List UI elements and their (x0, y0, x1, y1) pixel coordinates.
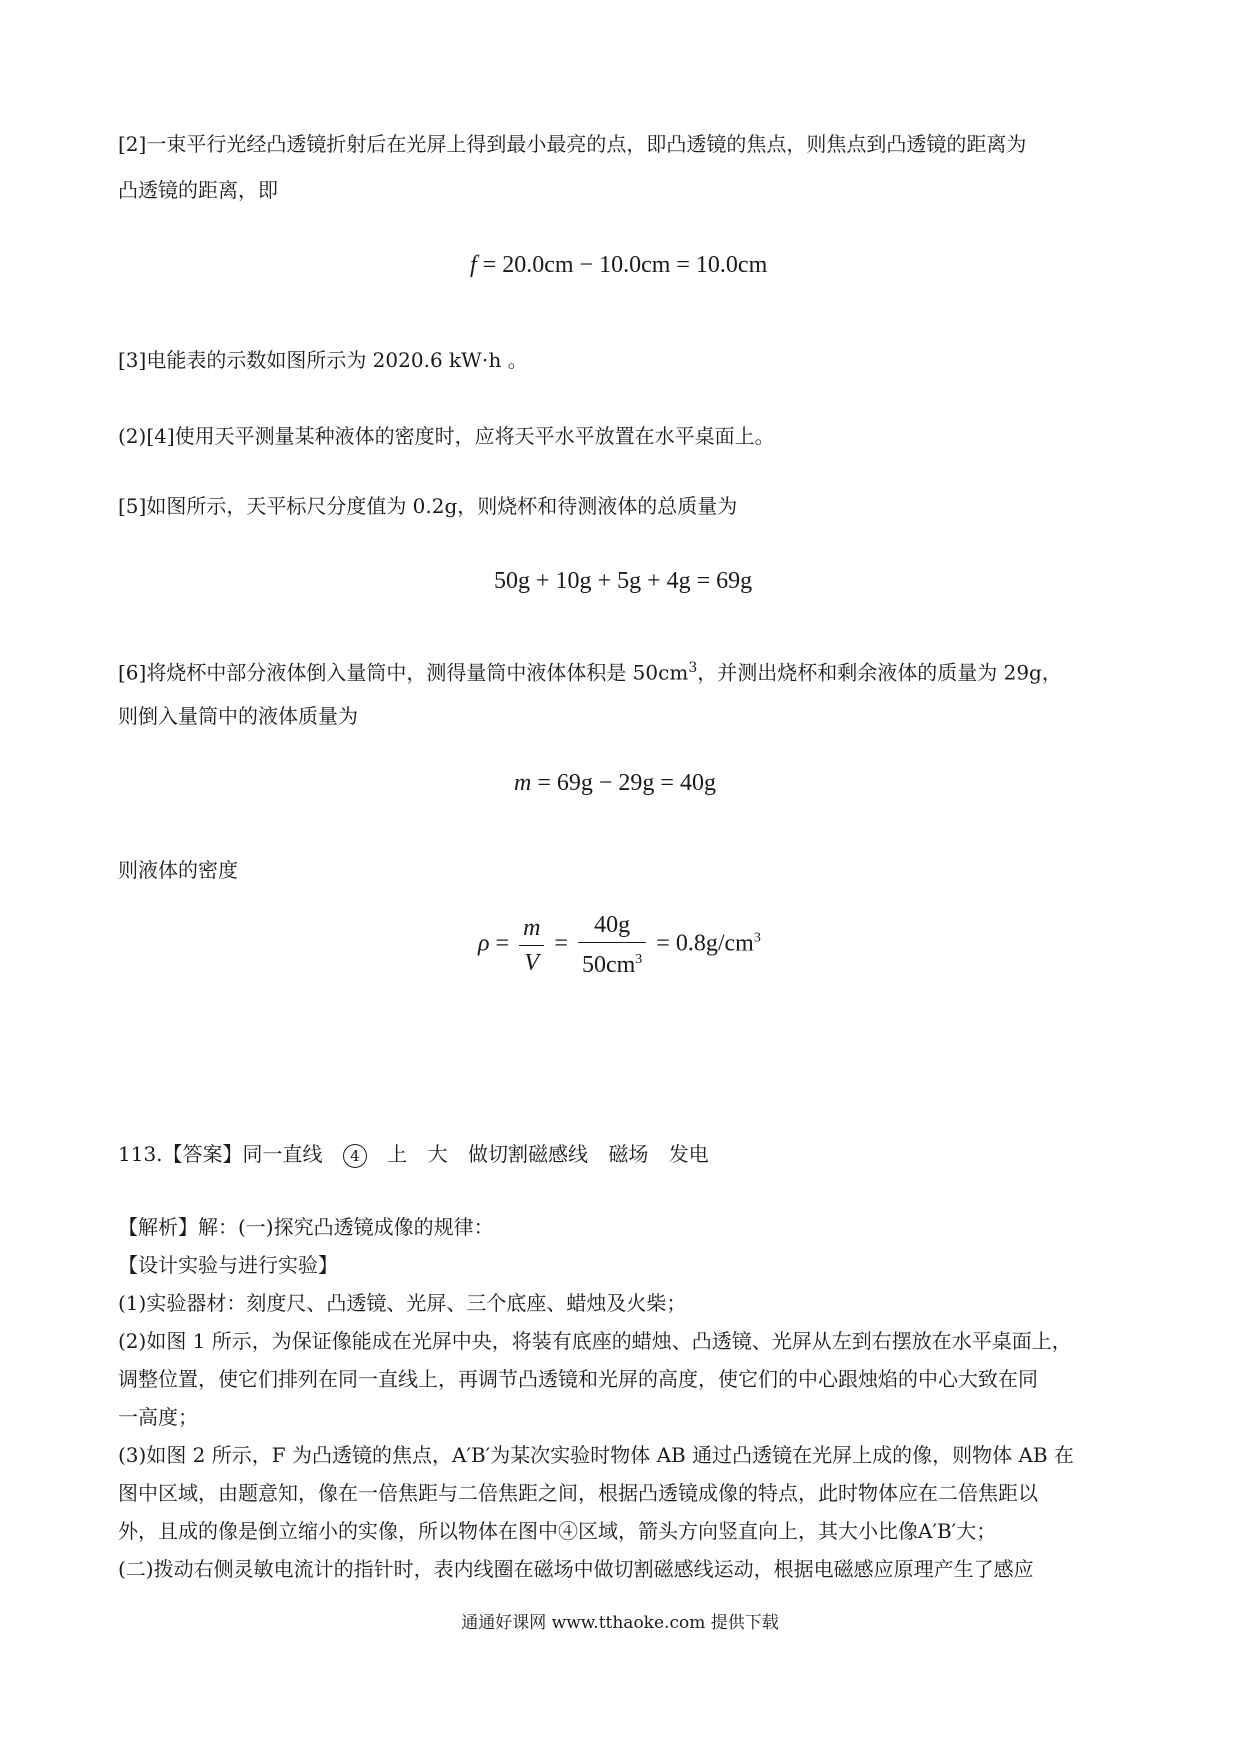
fraction-values (578, 908, 646, 982)
frac1-denominator: V (524, 949, 540, 976)
frac2-den-text: 50cm (581, 952, 636, 978)
answer-item-5: 发电 (668, 1142, 709, 1166)
paragraph-volume-line2: 则倒入量筒中的液体质量为 (118, 704, 358, 728)
solution-line-5: 调整位置，使它们排列在同一直线上，再调节凸透镜和光屏的高度，使它们的中心跟烛焰的中心大致在同 (118, 1367, 1038, 1391)
eq1-lhs: f (470, 252, 477, 278)
paragraph-meter: [3]电能表的示数如图所示为 2020.6 kW⋅h 。 (118, 348, 528, 372)
paragraph-density: 则液体的密度 (118, 858, 238, 882)
solution-line-4: (2)如图 1 所示，为保证像能成在光屏中央，将装有底座的蜡烛、凸透镜、光屏从左到右摆放在水平桌面上， (118, 1329, 1072, 1353)
solution-line-1: 【解析】解：(一)探究凸透镜成像的规律： (118, 1215, 494, 1239)
eq3-lhs: m (514, 770, 532, 796)
equation-focal-length (470, 252, 767, 279)
answer-item-2: 大 (427, 1142, 448, 1166)
solution-line-3: (1)实验器材：刻度尺、凸透镜、光屏、三个底座、蜡烛及火柴； (118, 1291, 687, 1315)
fraction-m-over-v (519, 911, 544, 980)
para6-text-a: [6]将烧杯中部分液体倒入量筒中，测得量筒中液体体积是 50cm (118, 660, 689, 685)
solution-line-9: 外，且成的像是倒立缩小的实像，所以物体在图中④区域，箭头方向竖直向上，其大小比像A′B′大； (118, 1519, 997, 1543)
solution-line-10: (二)拨动右侧灵敏电流计的指针时，表内线圈在磁场中做切割磁感线运动，根据电磁感应原理产生了感应 (118, 1557, 1034, 1581)
equation-liquid-mass (514, 770, 716, 797)
eq4-rho: ρ (478, 930, 490, 957)
solution-line-8: 图中区域，由题意知，像在一倍焦距与二倍焦距之间，根据凸透镜成像的特点，此时物体应在二倍焦距以 (118, 1481, 1038, 1505)
para6-sup: 3 (688, 660, 698, 676)
solution-line-2: 【设计实验与进行实验】 (118, 1253, 338, 1277)
answer-item-3: 做切割磁感线 (467, 1142, 588, 1166)
paragraph-focal-line1: [2]一束平行光经凸透镜折射后在光屏上得到最小最亮的点，即凸透镜的焦点，则焦点到凸透镜的距离为 (118, 132, 1027, 156)
answer-item-1: 上 (387, 1142, 408, 1166)
eq4-result: = 0.8g/cm (650, 930, 754, 957)
eq4-result-sup: 3 (753, 930, 761, 946)
frac2-denominator (578, 943, 646, 982)
frac2-den-sup: 3 (635, 952, 643, 967)
paragraph-scale: [5]如图所示，天平标尺分度值为 0.2g，则烧杯和待测液体的总质量为 (118, 494, 738, 518)
paragraph-volume-line1 (118, 648, 1062, 693)
eq4-eq: = (489, 930, 516, 957)
equation-density (478, 908, 761, 982)
paragraph-focal-line2: 凸透镜的距离，即 (118, 178, 278, 202)
footer-source: 通通好课网 www.tthaoke.com 提供下载 (461, 1613, 779, 1633)
circled-four: 4 (343, 1144, 367, 1168)
frac2-numerator: 40g (578, 908, 646, 943)
solution-block (118, 1208, 1128, 1588)
eq4-eq2: = (548, 930, 574, 957)
answer-prefix: 113.【答案】同一直线 (118, 1142, 323, 1166)
frac1-numerator: m (519, 911, 544, 946)
paragraph-balance: (2)[4]使用天平测量某种液体的密度时，应将天平水平放置在水平桌面上。 (118, 424, 775, 448)
equation-total-mass: 50g + 10g + 5g + 4g = 69g (494, 568, 753, 594)
answer-item-4: 磁场 (608, 1142, 649, 1166)
para6-text-b: ，并测出烧杯和剩余液体的质量为 29g， (697, 660, 1062, 685)
solution-line-6: 一高度； (118, 1405, 198, 1429)
solution-line-7: (3)如图 2 所示，F 为凸透镜的焦点，A′B′为某次实验时物体 AB 通过凸透镜在光屏上成的像，则物体 AB 在 (118, 1443, 1074, 1467)
answer-line (118, 1138, 723, 1168)
eq3-rhs: = 69g − 29g = 40g (531, 770, 716, 796)
eq1-rhs: = 20.0cm − 10.0cm = 10.0cm (476, 252, 768, 278)
